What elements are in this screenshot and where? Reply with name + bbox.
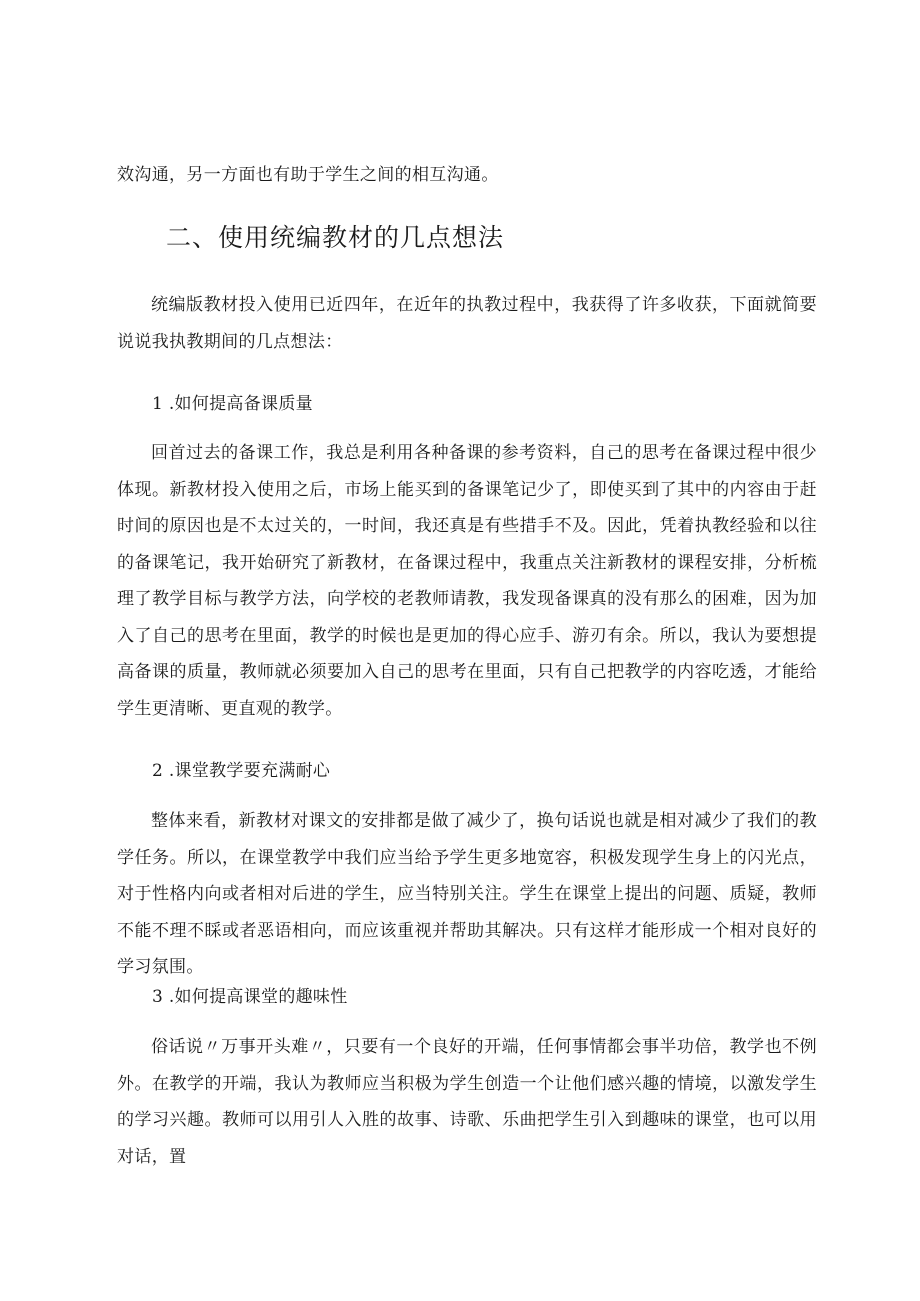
subsection-body-1: 回首过去的备课工作，我总是利用各种备课的参考资料，自己的思考在备课过程中很少体现。新教材投入使用之后，市场上能买到的备课笔记少了，即使买到了其中的内容由于赶时间的原因也是不太过关的，一时间，我还真是有些措手不及。因此，凭着执教经验和以往的备课笔记，我开始研究了新教材，在备课过程中，我重点关注新教材的课程安排，分析梳理了教学目标与教学方法，向学校的老教师请教，我发现备课真的没有那么的困难，因为加入了自己的思考在里面，教学的时候也是更加的得心应手、游刃有余。所以，我认为要想提高备课的质量，教师就必须要加入自己的思考在里面，只有自己把教学的内容吃透，才能给学生更清晰、更直观的教学。 xyxy=(117,443,817,719)
section-intro-paragraph: 统编版教材投入使用已近四年，在近年的执教过程中，我获得了许多收获，下面就简要说说我执教期间的几点想法： xyxy=(117,295,817,352)
subsection-body-2: 整体来看，新教材对课文的安排都是做了减少了，换句话说也就是相对减少了我们的教学任务。所以，在课堂教学中我们应当给予学生更多地宽容，积极发现学生身上的闪光点，对于性格内向或者相对后进的学生，应当特别关注。学生在课堂上提出的问题、质疑，教师不能不理不睬或者恶语相向，而应该重视并帮助其解决。只有这样才能形成一个相对良好的学习氛围。 xyxy=(117,811,817,977)
subsection-title-3: 3 .如何提高课堂的趣味性 xyxy=(152,987,348,1007)
subsection-title-1: 1 .如何提高备课质量 xyxy=(152,394,313,414)
section-title: 二、使用统编教材的几点想法 xyxy=(166,223,505,252)
intro-tail-paragraph: 效沟通，另一方面也有助于学生之间的相互沟通。 xyxy=(117,165,499,185)
subsection-title-2: 2 .课堂教学要充满耐心 xyxy=(152,761,331,781)
subsection-body-3: 俗话说〃万事开头难〃，只要有一个良好的开端，任何事情都会事半功倍，教学也不例外。在教学的开端，我认为教师应当积极为学生创造一个让他们感兴趣的情境，以激发学生的学习兴趣。教师可以用引人入胜的故事、诗歌、乐曲把学生引入到趣味的课堂，也可以用对话，置 xyxy=(117,1037,817,1167)
